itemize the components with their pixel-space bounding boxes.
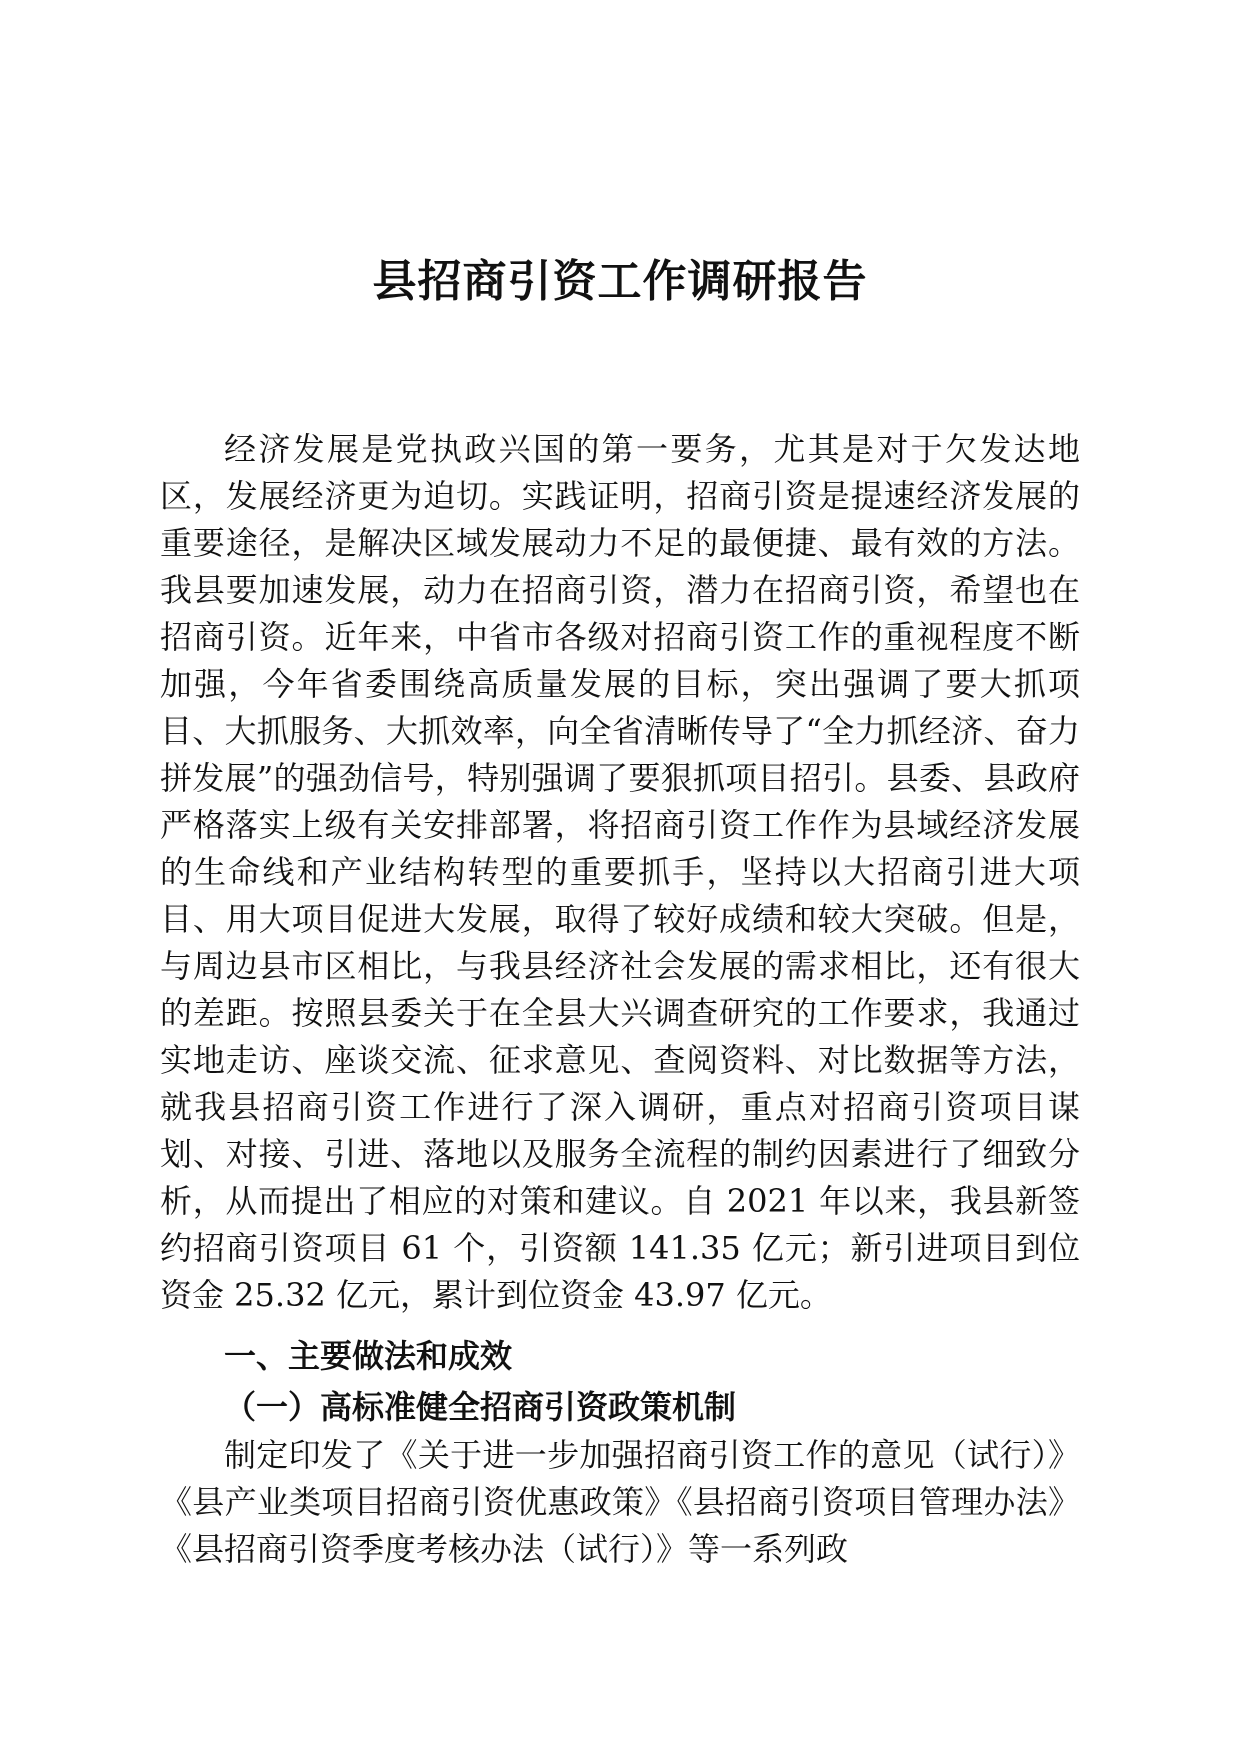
section-heading: 一、主要做法和成效 bbox=[224, 1337, 513, 1375]
subsection-paragraph: 制定印发了《关于进一步加强招商引资工作的意见（试行）》《县产业类项目招商引资优惠政策》《县招商引资项目管理办法》《县招商引资季度考核办法（试行）》等一系列政 bbox=[160, 1436, 1080, 1568]
subsection-heading: （一）高标准健全招商引资政策机制 bbox=[224, 1388, 737, 1426]
document-title: 县招商引资工作调研报告 bbox=[372, 256, 868, 307]
intro-paragraph: 经济发展是党执政兴国的第一要务，尤其是对于欠发达地区，发展经济更为迫切。实践证明，招商引资是提速经济发展的重要途径，是解决区域发展动力不足的最便捷、最有效的方法。我县要加速发展，动力在招商引资，潜力在招商引资，希望也在招商引资。近年来，中省市各级对招商引资工作的重视程度不断加强，今年省委围绕高质量发展的目标，突出强调了要大抓项目、大抓服务、大抓效率，向全省清晰传导了“全力抓经济、奋力拼发展”的强劲信号，特别强调了要狠抓项目招引。县委、县政府严格落实上级有关安排部署，将招商引资工作作为县域经济发展的生命线和产业结构转型的重要抓手，坚持以大招商引进大项目、用大项目促进大发展，取得了较好成绩和较大突破。但是，与周边县市区相比，与我县经济社会发展的需求相比，还有很大的差距。按照县委关于在全县大兴调查研究的工作要求，我通过实地走访、座谈交流、征求意见、查阅资料、对比数据等方法，就我县招商引资工作进行了深入调研，重点对招商引资项目谋划、对接、引进、落地以及服务全流程的制约因素进行了细致分析，从而提出了相应的对策和建议。自 2021 年以来，我县新签约招商引资项目 61 个，引资额 141.35 亿元；新引进项目到位资金 25.32 亿元，累计到位资金 43.97 亿元。 bbox=[160, 430, 1080, 1314]
